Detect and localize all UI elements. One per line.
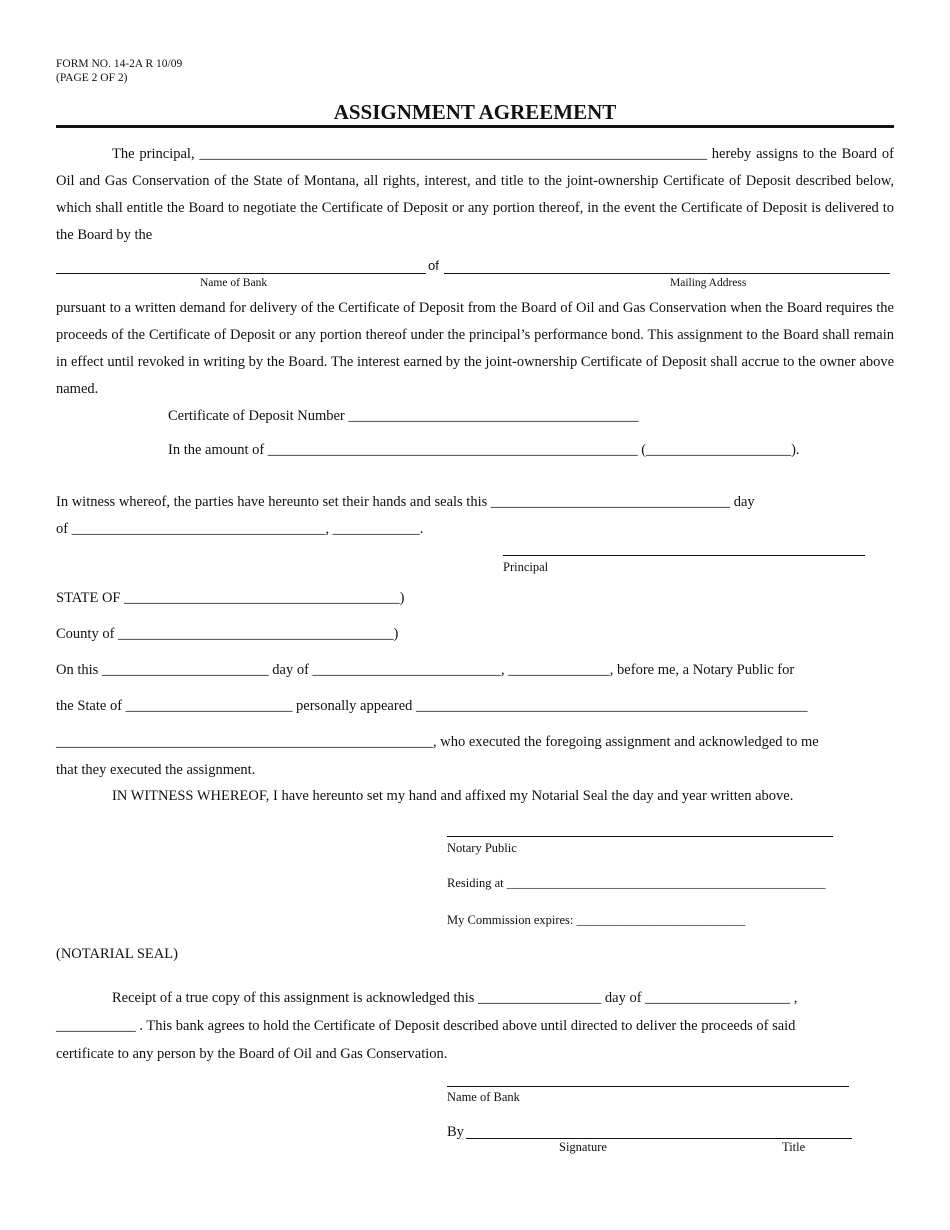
notary-signature-field[interactable]: [447, 836, 833, 837]
state-appeared-line[interactable]: the State of _______________________ personally appeared ______________________________________________________: [56, 698, 808, 714]
assignment-paragraph: The principal, ______________________________________________________________________ hereby assigns to the Board of Oil and Gas Conservation of the State of Montana, all rights, interest, and title to the joint-ownership Certificate of Deposit described below, which shall entitle the Board to negotiate the Certificate of Deposit or any portion thereof, in the event the Certificate of Deposit is delivered to the Board by the: [56, 146, 894, 243]
witness-line[interactable]: In witness whereof, the parties have hereunto set their hands and seals this _________________________________ day: [56, 494, 755, 510]
notarial-seal-label: (NOTARIAL SEAL): [56, 946, 178, 962]
title-rule: [56, 125, 894, 128]
receipt-line[interactable]: Receipt of a true copy of this assignment is acknowledged this _________________ day of ____________________ ,: [112, 990, 798, 1006]
county-of-line[interactable]: County of ______________________________________): [56, 626, 399, 642]
in-witness-statement: IN WITNESS WHEREOF, I have hereunto set my hand and affixed my Notarial Seal the day and year written above.: [112, 788, 794, 804]
signature-label: Signature: [559, 1140, 607, 1154]
cd-amount-line[interactable]: In the amount of ___________________________________________________ (____________________).: [168, 442, 800, 458]
principal-signature-field[interactable]: [503, 555, 865, 556]
commission-expires-line[interactable]: My Commission expires: ___________________________: [447, 913, 746, 927]
by-label: By: [447, 1124, 464, 1140]
cd-number-line[interactable]: Certificate of Deposit Number ________________________________________: [168, 408, 639, 424]
on-this-line[interactable]: On this _______________________ day of __________________________, ______________, before me, a Notary Public for: [56, 662, 795, 678]
mailing-address-field[interactable]: [444, 273, 890, 274]
page-indicator: (PAGE 2 OF 2): [56, 72, 128, 84]
receipt-line-3: certificate to any person by the Board of Oil and Gas Conservation.: [56, 1046, 448, 1062]
document-title: ASSIGNMENT AGREEMENT: [333, 100, 617, 124]
demand-paragraph: pursuant to a written demand for delivery of the Certificate of Deposit from the Board of Oil and Gas Conservation when the Board requires the proceeds of the Certificate of Deposit or any portion thereof under the principal’s performance bond. This assignment to the Board shall remain in effect until revoked in writing by the Board. The interest earned by the joint-ownership Certificate of Deposit shall accrue to the owner above named.: [56, 300, 894, 397]
bank-signature-field[interactable]: [466, 1138, 852, 1139]
executed-line-2: that they executed the assignment.: [56, 762, 256, 778]
of-label: of: [428, 258, 439, 273]
bank-name-field[interactable]: [56, 273, 426, 274]
executed-line[interactable]: ____________________________________________________, who executed the foregoing assignment and acknowledged to me: [56, 734, 819, 750]
receipt-line-2[interactable]: ___________ . This bank agrees to hold the Certificate of Deposit described above until directed to deliver the proceeds of said: [56, 1018, 796, 1034]
title-label: Title: [782, 1140, 806, 1154]
principal-label: Principal: [503, 560, 549, 574]
mailing-address-label: Mailing Address: [670, 277, 747, 289]
witness-date-line[interactable]: of ___________________________________, ____________.: [56, 521, 424, 537]
state-of-line[interactable]: STATE OF ______________________________________): [56, 590, 405, 606]
bank-name-signature-field[interactable]: [447, 1086, 849, 1087]
name-of-bank-label: Name of Bank: [200, 277, 268, 289]
residing-at-line[interactable]: Residing at ___________________________________________________: [447, 876, 826, 890]
bank-name-label: Name of Bank: [447, 1090, 520, 1104]
form-number: FORM NO. 14-2A R 10/09: [56, 58, 183, 70]
notary-public-label: Notary Public: [447, 841, 517, 855]
